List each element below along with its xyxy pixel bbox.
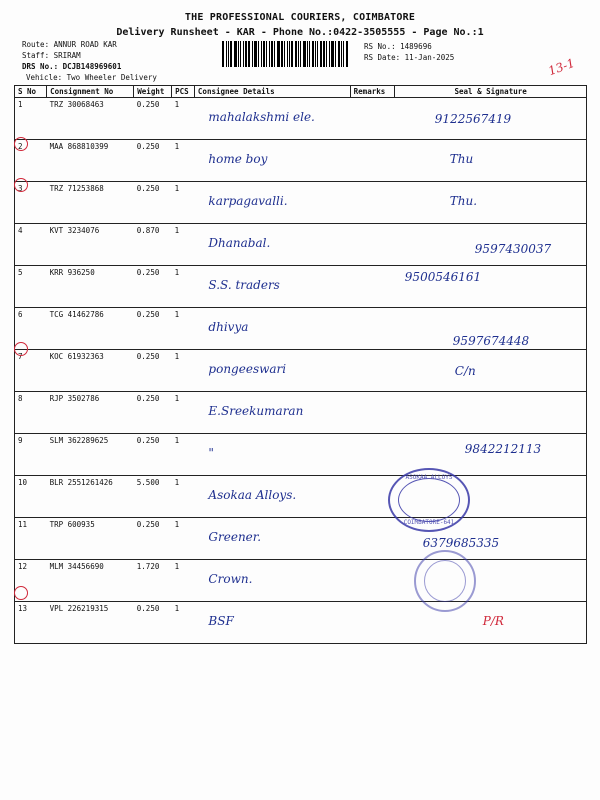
handwritten-consignee: Asokaa Alloys. — [208, 488, 297, 502]
col-pcs: PCS — [172, 86, 195, 98]
cell-sno: 11 — [15, 518, 47, 560]
barcode-bar — [269, 41, 270, 67]
cell-consignee — [194, 602, 350, 644]
barcode-bar — [274, 41, 275, 67]
cell-pcs: 1 — [172, 182, 195, 224]
cell-consignment-no: TCG 41462786 — [47, 308, 134, 350]
cell-sno: 1 — [15, 98, 47, 140]
col-signature: Seal & Signature — [395, 86, 587, 98]
handwritten-signature: C/n — [454, 364, 476, 378]
cell-weight: 0.250 — [134, 392, 172, 434]
handwritten-consignee: home boy — [208, 152, 268, 166]
col-sno: S No — [15, 86, 47, 98]
cell-pcs: 1 — [172, 140, 195, 182]
barcode-bar — [295, 41, 297, 67]
handwritten-consignee: S.S. traders — [208, 278, 280, 292]
barcode-bar — [291, 41, 293, 67]
barcode-bar — [240, 41, 241, 67]
handwritten-consignee: Crown. — [208, 572, 253, 586]
cell-consignment-no: MAA 868810399 — [47, 140, 134, 182]
handwritten-signature: 9122567419 — [434, 112, 512, 126]
red-circle-mark — [14, 178, 28, 192]
barcode-bar — [323, 41, 325, 67]
red-circle-mark — [14, 137, 28, 151]
barcode-bar — [252, 41, 253, 67]
table-row — [15, 350, 587, 392]
cell-weight: 0.250 — [134, 434, 172, 476]
cell-sno: 2 — [15, 140, 47, 182]
staff-label: Staff: SRIRAM — [22, 51, 81, 60]
table-header-row — [15, 86, 587, 98]
barcode-bar — [243, 41, 244, 67]
stamp-top-text: ASOKAA ALLOYS — [405, 474, 453, 481]
cell-signature — [395, 266, 587, 308]
cell-consignment-no: TRP 600935 — [47, 518, 134, 560]
barcode-bar — [245, 41, 247, 67]
table-row — [15, 434, 587, 476]
barcode-bar — [331, 41, 334, 67]
table-row — [15, 602, 587, 644]
barcode-bar — [281, 41, 283, 67]
stamp-bottom-text: COIMBATORE-641 — [403, 519, 455, 526]
document-title: THE PROFESSIONAL COURIERS, COIMBATORE — [184, 12, 416, 23]
cell-pcs: 1 — [172, 602, 195, 644]
cell-consignee — [194, 98, 350, 140]
cell-sno: 8 — [15, 392, 47, 434]
cell-remarks — [350, 98, 395, 140]
cell-remarks — [350, 182, 395, 224]
cell-weight: 0.870 — [134, 224, 172, 266]
handwritten-consignee: Dhanabal. — [208, 236, 271, 250]
cell-consignment-no: KRR 936250 — [47, 266, 134, 308]
handwritten-signature: 9597674448 — [452, 334, 530, 348]
barcode-bar — [346, 41, 348, 67]
barcode-bar — [300, 41, 301, 67]
drs-label: DRS No.: DCJB148969601 — [22, 62, 122, 71]
vehicle-label: Vehicle: Two Wheeler Delivery — [26, 73, 157, 82]
cell-consignment-no: MLM 34456690 — [47, 560, 134, 602]
handwritten-signature: 6379685335 — [422, 536, 500, 550]
cell-consignment-no: BLR 2551261426 — [47, 476, 134, 518]
company-stamp-faint — [414, 550, 476, 612]
barcode-bar — [238, 41, 239, 67]
cell-consignee — [194, 266, 350, 308]
cell-weight: 0.250 — [134, 98, 172, 140]
cell-consignee — [194, 140, 350, 182]
route-label: Route: ANNUR ROAD KAR — [22, 40, 117, 49]
barcode-bar — [277, 41, 280, 67]
table-row — [15, 518, 587, 560]
barcode-bar — [335, 41, 336, 67]
cell-pcs: 1 — [172, 518, 195, 560]
handwritten-signature: Thu — [449, 152, 474, 166]
barcode-bar — [298, 41, 299, 67]
cell-sno: 9 — [15, 434, 47, 476]
barcode-bar — [234, 41, 237, 67]
cell-pcs: 1 — [172, 350, 195, 392]
barcode-bar — [317, 41, 318, 67]
cell-consignee — [194, 224, 350, 266]
cell-pcs: 1 — [172, 476, 195, 518]
cell-consignee — [194, 560, 350, 602]
cell-weight: 5.500 — [134, 476, 172, 518]
rs-date: RS Date: 11-Jan-2025 — [364, 53, 455, 62]
cell-sno: 3 — [15, 182, 47, 224]
table-row — [15, 182, 587, 224]
cell-remarks — [350, 308, 395, 350]
table-row — [15, 266, 587, 308]
cell-pcs: 1 — [172, 560, 195, 602]
table-row — [15, 560, 587, 602]
cell-remarks — [350, 434, 395, 476]
barcode-bar — [289, 41, 290, 67]
cell-weight: 0.250 — [134, 308, 172, 350]
cell-consignee — [194, 392, 350, 434]
table-row — [15, 392, 587, 434]
barcode-bar — [226, 41, 227, 67]
cell-remarks — [350, 560, 395, 602]
barcode-bar — [307, 41, 308, 67]
cell-signature — [395, 392, 587, 434]
barcode-bar — [326, 41, 327, 67]
barcode-bar — [261, 41, 262, 67]
handwritten-consignee: pongeeswari — [208, 362, 287, 376]
barcode-bar — [271, 41, 273, 67]
barcode-bar — [284, 41, 285, 67]
cell-signature — [395, 308, 587, 350]
barcode-bar — [263, 41, 265, 67]
cell-weight: 0.250 — [134, 518, 172, 560]
cell-weight: 0.250 — [134, 140, 172, 182]
barcode-bar — [266, 41, 267, 67]
cell-pcs: 1 — [172, 98, 195, 140]
company-stamp — [388, 468, 470, 532]
cell-consignment-no: TRZ 30068463 — [47, 98, 134, 140]
barcode-bar — [230, 41, 232, 67]
runsheet-table — [14, 85, 587, 644]
barcode-bar — [312, 41, 314, 67]
cell-weight: 0.250 — [134, 350, 172, 392]
cell-signature — [395, 182, 587, 224]
col-remarks: Remarks — [350, 86, 395, 98]
red-circle-mark — [14, 586, 28, 600]
cell-pcs: 1 — [172, 392, 195, 434]
col-weight: Weight — [134, 86, 172, 98]
cell-remarks — [350, 518, 395, 560]
cell-consignee — [194, 518, 350, 560]
barcode-bar — [258, 41, 259, 67]
barcode-bar — [341, 41, 342, 67]
cell-sno: 10 — [15, 476, 47, 518]
handwritten-signature: 9500546161 — [404, 270, 482, 284]
cell-weight: 0.250 — [134, 602, 172, 644]
cell-sno: 13 — [15, 602, 47, 644]
cell-consignment-no: KOC 61932363 — [47, 350, 134, 392]
cell-signature — [395, 98, 587, 140]
cell-sno: 6 — [15, 308, 47, 350]
cell-consignment-no: VPL 226219315 — [47, 602, 134, 644]
handwritten-consignee: E.Sreekumaran — [208, 404, 304, 418]
barcode-bar — [228, 41, 229, 67]
cell-consignee — [194, 350, 350, 392]
cell-consignment-no: KVT 3234076 — [47, 224, 134, 266]
barcode-bar — [287, 41, 288, 67]
cell-remarks — [350, 140, 395, 182]
cell-signature — [395, 224, 587, 266]
barcode-bar — [329, 41, 330, 67]
meta-left — [22, 39, 157, 83]
barcode-bar — [315, 41, 316, 67]
cell-pcs: 1 — [172, 434, 195, 476]
meta-right — [364, 41, 454, 63]
cell-weight: 0.250 — [134, 266, 172, 308]
handwritten-signature: P/R — [482, 614, 504, 628]
handwritten-signature: 9597430037 — [474, 242, 552, 256]
cell-remarks — [350, 224, 395, 266]
table-row — [15, 476, 587, 518]
cell-consignee — [194, 434, 350, 476]
corner-note: 13-1 — [546, 55, 577, 79]
barcode-bar — [303, 41, 306, 67]
handwritten-signature: 9842212113 — [464, 442, 542, 456]
table-row — [15, 308, 587, 350]
barcode — [222, 41, 354, 67]
barcode-bar — [254, 41, 257, 67]
cell-signature — [395, 350, 587, 392]
cell-pcs: 1 — [172, 308, 195, 350]
col-consignment: Consignment No — [47, 86, 134, 98]
cell-weight: 1.720 — [134, 560, 172, 602]
cell-signature — [395, 602, 587, 644]
handwritten-consignee: dhivya — [208, 320, 249, 334]
cell-consignee — [194, 182, 350, 224]
table-row — [15, 98, 587, 140]
table-row — [15, 224, 587, 266]
cell-remarks — [350, 602, 395, 644]
handwritten-consignee: BSF — [208, 614, 234, 628]
table-row — [15, 140, 587, 182]
cell-remarks — [350, 350, 395, 392]
barcode-bar — [309, 41, 310, 67]
barcode-bar — [248, 41, 250, 67]
cell-consignment-no: TRZ 71253868 — [47, 182, 134, 224]
handwritten-consignee: Greener. — [208, 530, 262, 544]
cell-sno: 12 — [15, 560, 47, 602]
cell-consignee — [194, 476, 350, 518]
handwritten-consignee: " — [208, 446, 214, 460]
cell-pcs: 1 — [172, 266, 195, 308]
cell-signature — [395, 140, 587, 182]
barcode-bar — [338, 41, 340, 67]
cell-sno: 7 — [15, 350, 47, 392]
cell-consignee — [194, 308, 350, 350]
cell-weight: 0.250 — [134, 182, 172, 224]
document-subtitle: Delivery Runsheet - KAR - Phone No.:0422-3505555 - Page No.:1 — [116, 27, 484, 38]
cell-sno: 5 — [15, 266, 47, 308]
barcode-bar — [343, 41, 344, 67]
rs-number: RS No.: 1489696 — [364, 42, 432, 51]
cell-consignment-no: RJP 3502786 — [47, 392, 134, 434]
red-circle-mark — [14, 342, 28, 356]
cell-remarks — [350, 266, 395, 308]
handwritten-consignee: karpagavalli. — [208, 194, 288, 208]
handwritten-consignee: mahalakshmi ele. — [208, 110, 315, 124]
handwritten-signature: Thu. — [449, 194, 478, 208]
barcode-bar — [320, 41, 322, 67]
cell-remarks — [350, 392, 395, 434]
cell-consignment-no: SLM 362289625 — [47, 434, 134, 476]
cell-sno: 4 — [15, 224, 47, 266]
cell-pcs: 1 — [172, 224, 195, 266]
col-consignee: Consignee Details — [194, 86, 350, 98]
barcode-bar — [222, 41, 224, 67]
